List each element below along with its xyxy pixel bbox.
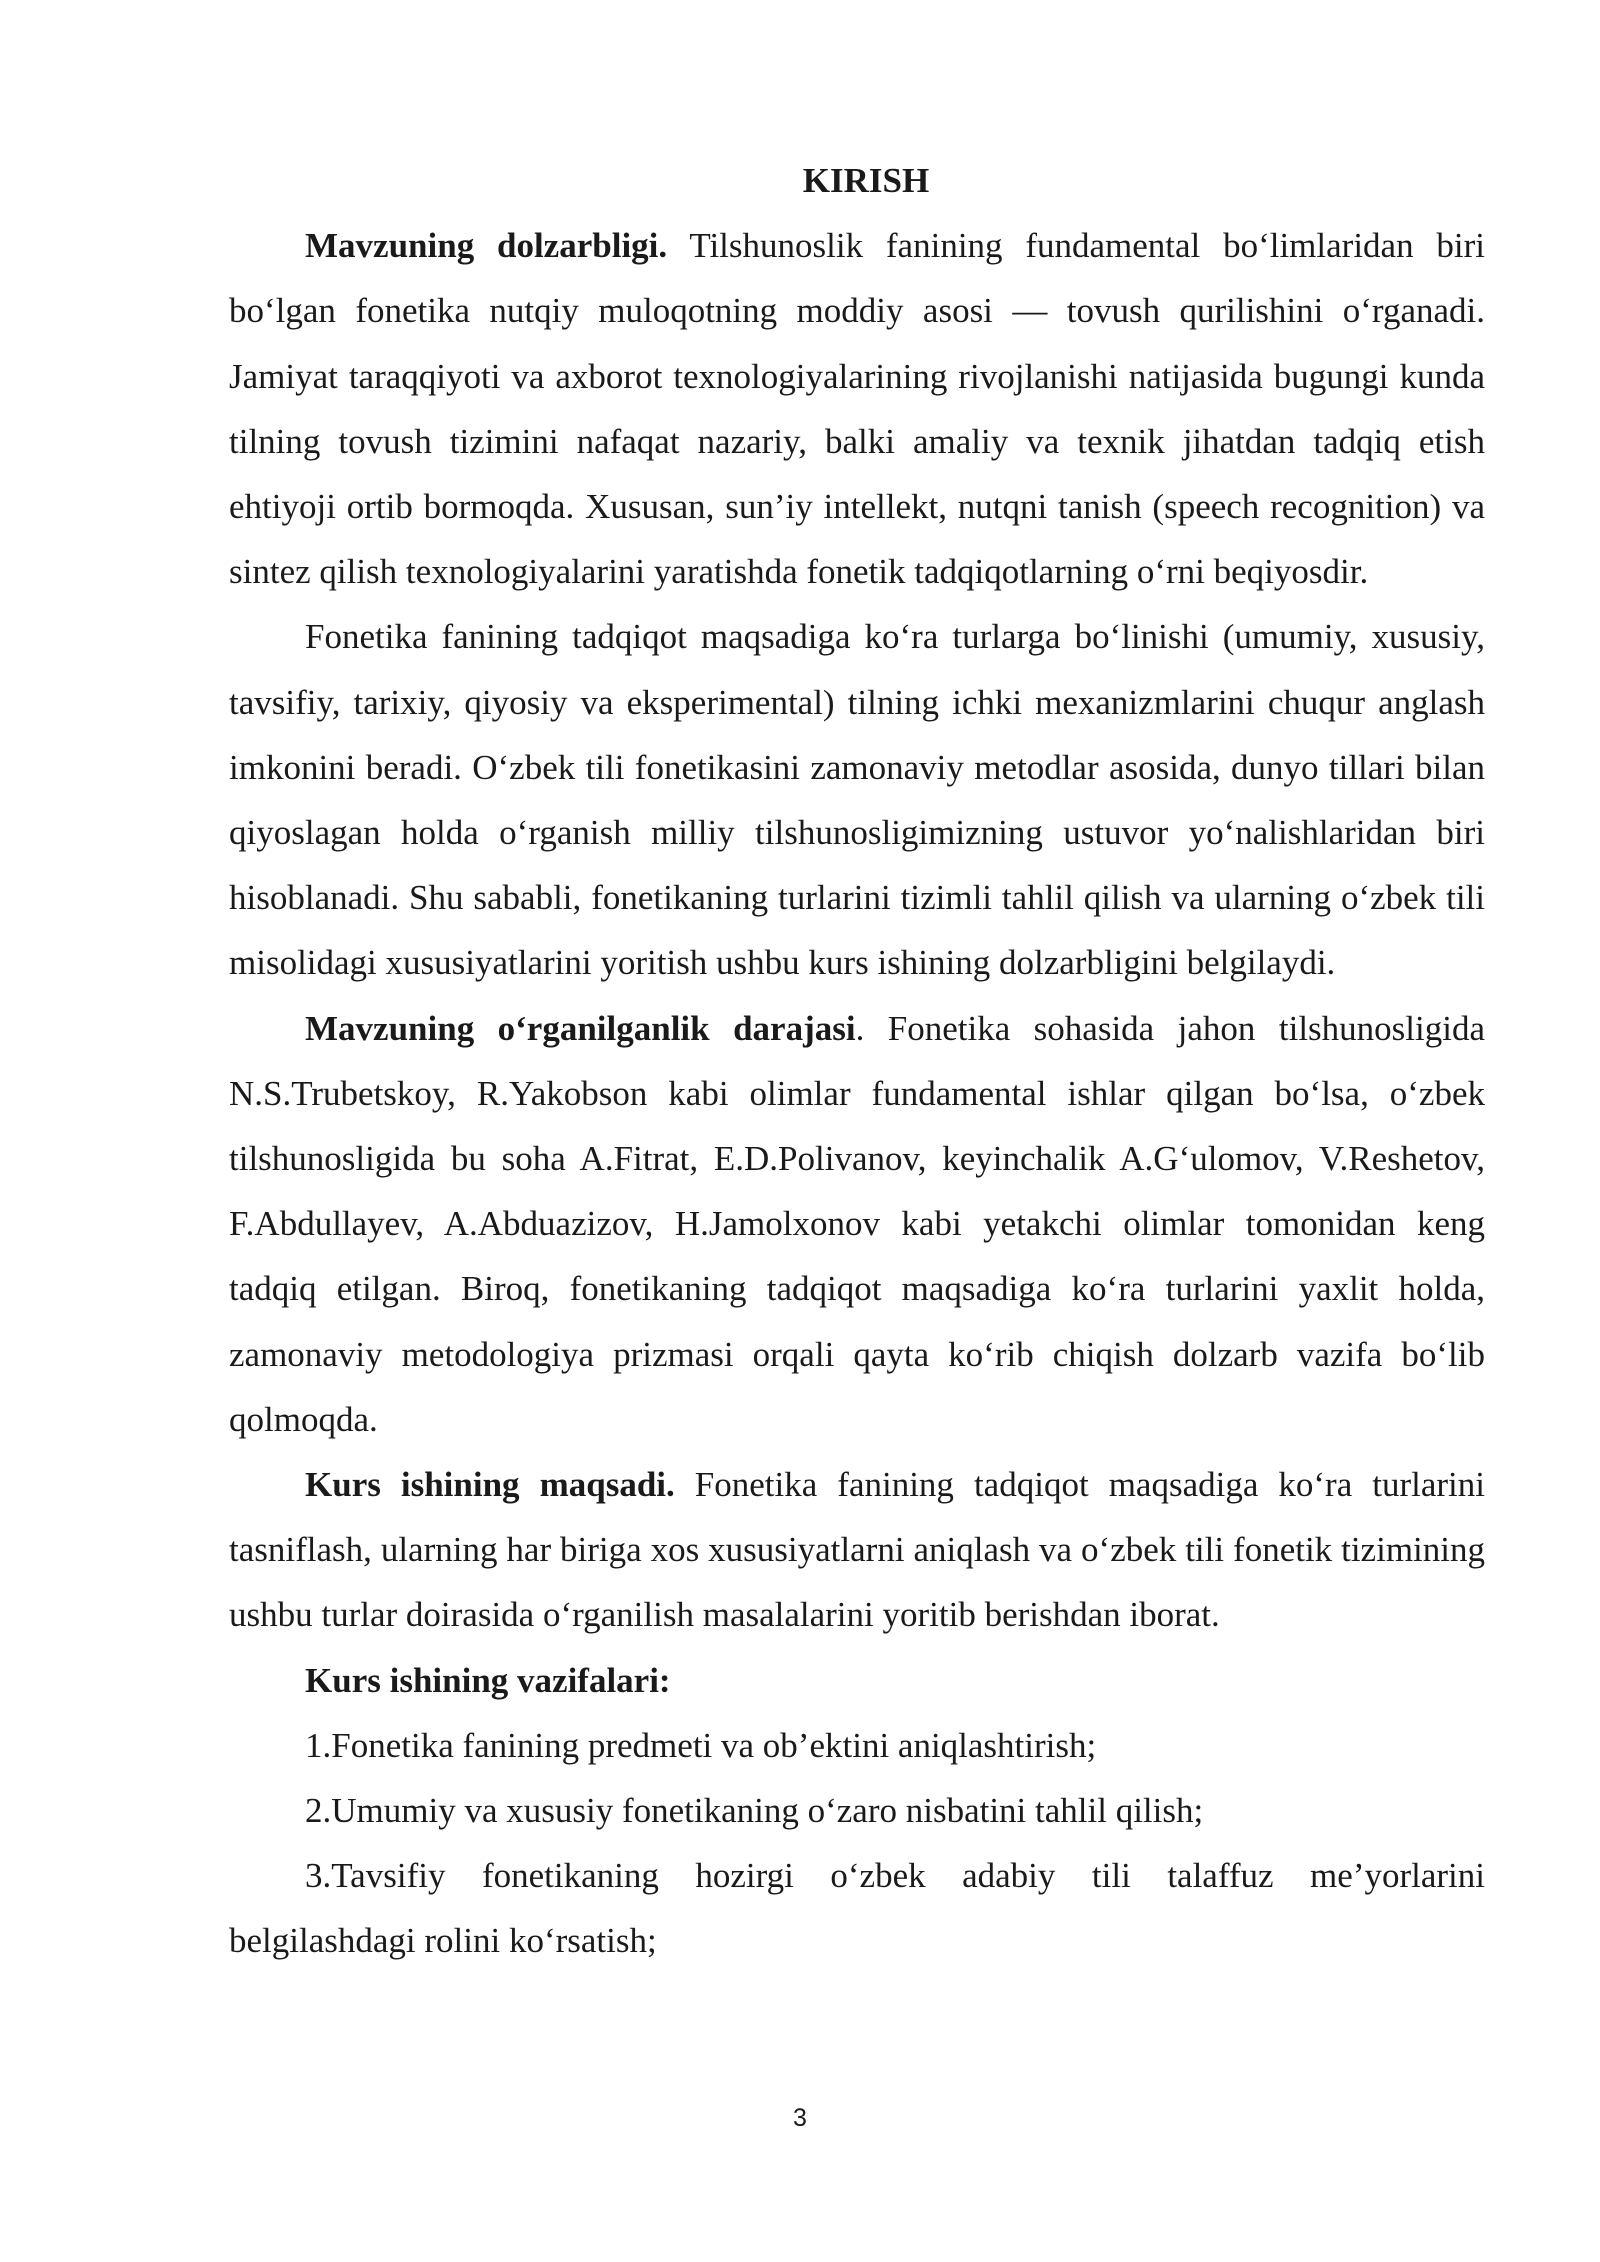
paragraph-relevance (229, 213, 1485, 604)
paragraph-research-level (229, 996, 1485, 1452)
paragraph-text: 3.Tavsifiy fonetikaning hozirgi o‘zbek adabiy tili talaffuz me’yorlarini belgilashdagi rolini ko‘rsatish; (229, 1856, 1485, 1961)
paragraph-lead: Kurs ishining vazifalari: (305, 1660, 671, 1700)
paragraph-tasks-heading (229, 1648, 1485, 1713)
task-item (229, 1713, 1485, 1778)
document-page (229, 148, 1485, 1974)
paragraph-text: Tilshunoslik fanining fundamental bo‘limlaridan biri bo‘lgan fonetika nutqiy muloqotning moddiy asosi — tovush qurilishini o‘rganadi. Jamiyat taraqqiyoti va axborot texnologiyalarining rivojlanishi natijasida bugungi kunda tilning tovush tizimini nafaqat nazariy, balki amaliy va texnik jihatdan tadqiq etish ehtiyoji ortib bormoqda. Xususan, sun’iy intellekt, nutqni tanish (speech recognition) va sintez qilish texnologiyalarini yaratishda fonetik tadqiqotlarning o‘rni beqiyosdir. (229, 226, 1485, 592)
task-item (229, 1778, 1485, 1843)
paragraph-lead: Kurs ishining maqsadi. (305, 1465, 675, 1505)
paragraph-types (229, 604, 1485, 995)
paragraph-lead: Mavzuning dolzarbligi. (305, 226, 668, 266)
paragraph-text: Fonetika fanining tadqiqot maqsadiga ko‘ra turlarga bo‘linishi (umumiy, xususiy, tavsifiy, tarixiy, qiyosiy va eksperimental) tilning ichki mexanizmlarini chuqur anglash imkonini beradi. O‘zbek tili fonetikasini zamonaviy metodlar asosida, dunyo tillari bilan qiyoslagan holda o‘rganish milliy tilshunosligimizning ustuvor yo‘nalishlaridan biri hisoblanadi. Shu sababli, fonetikaning turlarini tizimli tahlil qilish va ularning o‘zbek tili misolidagi xususiyatlarini yoritish ushbu kurs ishining dolzarbligini belgilaydi. (229, 617, 1485, 983)
paragraph-text: Fonetika fanining tadqiqot maqsadiga ko‘ra turlarini tasniflash, ularning har biriga xos xususiyatlarni aniqlash va o‘zbek tili fonetik tizimining ushbu turlar doirasida o‘rganilish masalalarini yoritib berishdan iborat. (229, 1465, 1485, 1635)
paragraph-text: . Fonetika sohasida jahon tilshunosligida N.S.Trubetskoy, R.Yakobson kabi olimlar fundamental ishlar qilgan bo‘lsa, o‘zbek tilshunosligida bu soha A.Fitrat, E.D.Polivanov, keyinchalik A.G‘ulomov, V.Reshetov, F.Abdullayev, A.Abduazizov, H.Jamolxonov kabi yetakchi olimlar tomonidan keng tadqiq etilgan. Biroq, fonetikaning tadqiqot maqsadiga ko‘ra turlarini yaxlit holda, zamonaviy metodologiya prizmasi orqali qayta ko‘rib chiqish dolzarb vazifa bo‘lib qolmoqda. (229, 1008, 1485, 1439)
task-item (229, 1843, 1485, 1973)
page-title: KIRISH (802, 161, 930, 200)
paragraph-text: 2.Umumiy va xususiy fonetikaning o‘zaro nisbatini tahlil qilish; (305, 1791, 1204, 1831)
page-number: 3 (793, 2104, 807, 2132)
paragraph-lead: Mavzuning o‘rganilganlik darajasi (305, 1008, 856, 1048)
paragraph-text: 1.Fonetika fanining predmeti va ob’ektini aniqlashtirish; (305, 1725, 1097, 1765)
paragraph-goal (229, 1452, 1485, 1648)
